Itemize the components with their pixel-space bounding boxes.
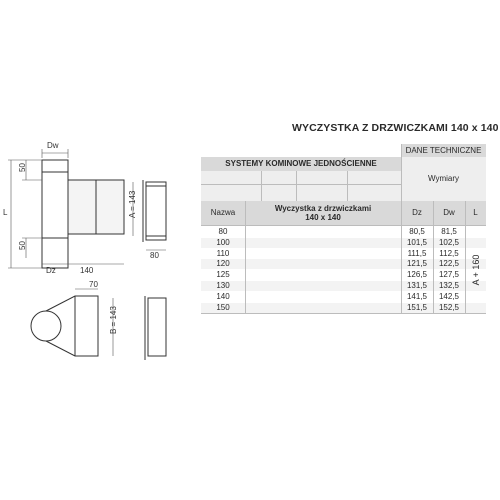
cell-dz: 126,5 (406, 270, 428, 280)
pipe-circle (31, 311, 61, 341)
cell-dz: 111,5 (407, 248, 427, 258)
pipe-body (42, 160, 68, 268)
dim-b143-label: B = 143 (109, 306, 118, 334)
dw-header: Dw (433, 201, 465, 225)
cell-dz: 131,5 (406, 281, 428, 290)
l-value-cell (469, 252, 483, 288)
cell-dz: 151,5 (406, 302, 428, 312)
cell-nazwa: 100 (216, 237, 230, 247)
dz-header: Dz (401, 201, 433, 225)
cell-dw: 122,5 (438, 259, 460, 269)
table-row (201, 227, 486, 237)
cell-nazwa: 150 (216, 302, 230, 312)
product-title: WYCZYSTKA Z DRZWICZKAMI 140 x 140 (292, 122, 499, 134)
dim-dw-label: Dw (47, 141, 59, 150)
dim-l-label: L (3, 208, 8, 217)
cell-dz: 80,5 (409, 227, 425, 236)
cell-dw: 132,5 (438, 281, 460, 290)
cell-dw: 142,5 (438, 291, 460, 301)
cell-nazwa: 130 (216, 281, 230, 290)
cell-dw: 102,5 (438, 237, 460, 247)
table-row (201, 281, 486, 291)
cell-dw: 81,5 (441, 227, 457, 236)
systemy-header: SYSTEMY KOMINOWE JEDNOŚCIENNE (201, 157, 401, 171)
dim-140-label: 140 (80, 266, 94, 275)
door-plate-bottom (148, 298, 166, 356)
cell-nazwa: 120 (216, 259, 230, 269)
dane-techniczne-header: DANE TECHNICZNE (401, 144, 486, 157)
cell-dz: 141,5 (406, 291, 428, 301)
dim-80-label: 80 (150, 251, 159, 260)
technical-data-table (201, 144, 486, 314)
product-header: Wyczystka z drzwiczkami 140 x 140 (245, 201, 401, 225)
cell-dw: 152,5 (438, 302, 460, 312)
table-row (201, 238, 486, 248)
dim-a143-label: A = 143 (128, 190, 137, 218)
cell-nazwa: 80 (218, 227, 228, 236)
cell-dz: 101,5 (406, 237, 428, 247)
dim-dz-label: Dz (46, 266, 56, 275)
table-row (201, 249, 486, 259)
l-value: A + 160 (471, 254, 481, 286)
table-row (201, 303, 486, 313)
dim-50-top-label: 50 (18, 163, 27, 172)
table-row (201, 270, 486, 280)
nazwa-header: Nazwa (201, 201, 245, 225)
dim-70-label: 70 (89, 280, 98, 289)
dim-50-bot-label: 50 (18, 241, 27, 250)
door-plate (146, 182, 166, 240)
cell-dz: 121,5 (406, 259, 428, 269)
cell-nazwa: 140 (216, 291, 230, 301)
table-row (201, 292, 486, 302)
systemy-blank-row (201, 171, 401, 201)
l-header: L (465, 201, 486, 225)
cell-nazwa: 125 (216, 270, 230, 280)
wymiary-header: Wymiary (401, 157, 486, 201)
cell-dw: 127,5 (438, 270, 460, 280)
cell-nazwa: 110 (216, 248, 230, 258)
cell-dw: 112,5 (439, 248, 459, 258)
table-row (201, 259, 486, 269)
